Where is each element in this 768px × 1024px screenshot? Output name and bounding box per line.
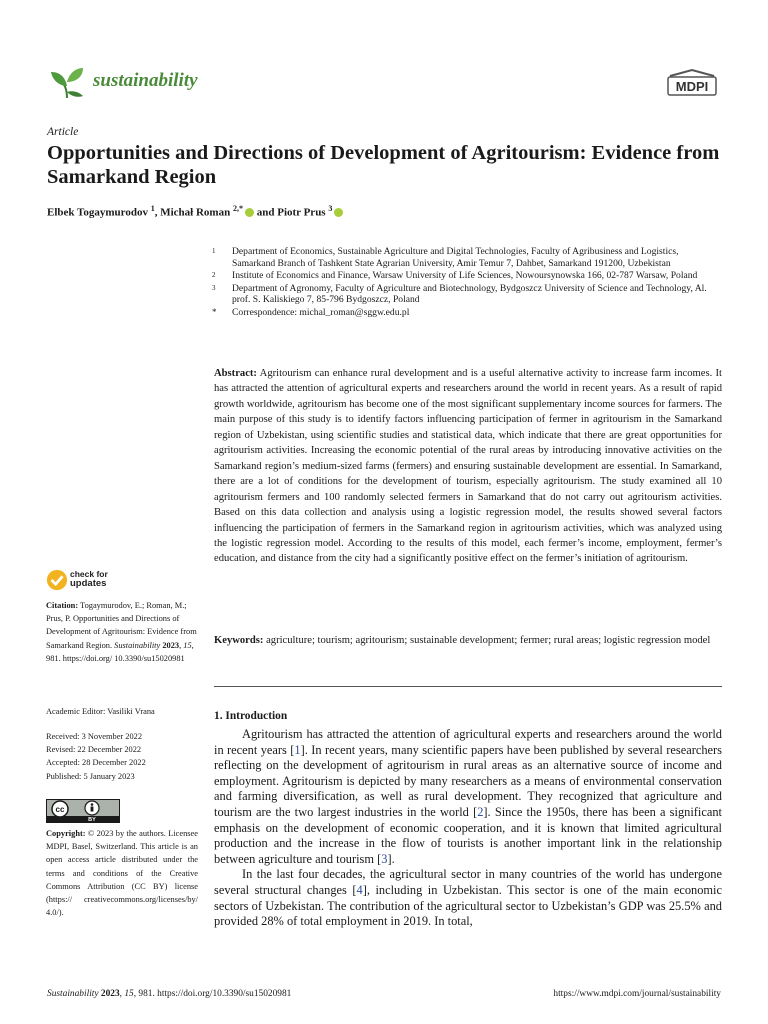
author-name: Elbek Togaymurodov: [47, 206, 148, 219]
paragraph-text: Agritourism has attracted the attention of agricultural experts and researchers around the world in recent years: [214, 727, 722, 757]
paragraph-text: [: [290, 742, 295, 757]
citation-journal: Sustainability: [114, 640, 161, 650]
affiliation-item: [212, 270, 712, 282]
citation: Citation: Togaymurodov, E.; Roman, M.; Prus, P. Opportunities and Directions of Development of Agritourism: Evidence from Samarkand Region. Sustainability 2023, 15, 981. https://doi.org/ 10.3390/su15020981: [46, 601, 197, 663]
citation-link[interactable]: 4: [356, 882, 363, 897]
author-affiliation-mark: 2,*: [232, 204, 243, 213]
affiliation-mark: *: [212, 306, 217, 317]
date-published: Published: 5 January 2023: [46, 771, 135, 781]
copyright-text: © 2023 by the authors. Licensee MDPI, Basel, Switzerland. This article is an open access article distributed under the terms and conditions of the Creative Commons Attribution (CC BY) license (https:// creativecommons.org/licenses/by/ 4.0/).: [46, 829, 198, 918]
author-affiliation-mark: 1: [150, 204, 155, 213]
paragraph-text: ], including in Uzbekistan. This sector is one of the main economic sectors of Uzbekistan. The contribution of the agricultural sector to Uzbekistan’s GDP was 25.5% and provided 28% of total employment in 2019. In total,: [214, 882, 722, 929]
citation-doi-link[interactable]: , 981. https://doi.org/ 10.3390/su15020981: [46, 640, 194, 663]
keywords-text: agriculture; tourism; agritourism; sustainable development; fermer; rural areas; logistic regression model: [263, 635, 711, 646]
citation-link[interactable]: 2: [477, 804, 484, 819]
orcid-icon[interactable]: [245, 208, 254, 217]
svg-text:cc: cc: [55, 805, 65, 814]
affiliation-mark: 2: [212, 271, 216, 280]
article-type: Article: [47, 126, 79, 138]
footer-citation: Sustainability 2023, 15, 981. https://doi.org/10.3390/su15020981: [47, 989, 292, 999]
article-title: Opportunities and Directions of Development of Agritourism: Evidence from Samarkand Region: [47, 142, 720, 188]
keywords: [214, 633, 722, 648]
journal-logo-icon: [47, 64, 87, 100]
affiliation-text: Department of Economics, Sustainable Agriculture and Digital Technologies, Faculty of Agribusiness and Logistics, Samarkand Branch of Tashkent State Agrarian University, Amir Temur 7, Dahbet, Samarkand 191200, Uzbekistan: [232, 246, 679, 269]
copyright-label: Copyright:: [46, 829, 86, 838]
check-updates-icon[interactable]: [46, 569, 68, 591]
copyright-notice: [46, 827, 198, 919]
academic-editor: Academic Editor: Vasiliki Vrana: [46, 707, 155, 716]
affiliations: [212, 246, 712, 320]
affiliation-text: Correspondence: michal_roman@sggw.edu.pl: [232, 306, 410, 318]
publication-dates: [46, 730, 198, 783]
citation-link[interactable]: 1: [294, 742, 301, 757]
footer-journal-url[interactable]: https://www.mdpi.com/journal/sustainability: [553, 989, 721, 999]
check-updates-label[interactable]: [70, 570, 108, 588]
paragraph-text: [: [352, 882, 357, 897]
journal-name[interactable]: sustainability: [93, 70, 198, 91]
affiliation-mark: 3: [212, 283, 216, 292]
cc-by-license-icon[interactable]: [46, 799, 120, 823]
citation-text: Togaymurodov, E.; Roman, M.; Prus, P. Opportunities and Directions of Development of Agritourism: Evidence from Samarkand Region.: [46, 601, 197, 650]
cc-label: BY: [88, 817, 96, 823]
footer-doi-link[interactable]: , 981. https://doi.org/10.3390/su15020981: [133, 989, 292, 999]
author-name: Michał Roman: [160, 206, 231, 219]
orcid-icon[interactable]: [334, 208, 343, 217]
paragraph-text: In the last four decades, the agricultural sector in many countries of the world has undergone several structural changes: [214, 867, 722, 897]
paragraph-text: ].: [387, 851, 395, 866]
publisher-name: MDPI: [675, 79, 709, 94]
date-received: Received: 3 November 2022: [46, 732, 143, 741]
paragraph-text: ]. Since the 1950s, there has been a significant emphasis on the development of economic cooperation, and it is known that limited agricultural production and the increase in the flow of tourists is another important link in the relationship between agriculture and tourism: [214, 804, 722, 866]
affiliation-mark: 1: [212, 247, 216, 255]
affiliation-item: [212, 246, 712, 269]
mdpi-logo-icon[interactable]: [664, 68, 720, 100]
date-accepted: Accepted: 28 December 2022: [46, 758, 146, 768]
divider: [214, 686, 722, 687]
paragraph: [214, 867, 722, 929]
citation-volume: 15: [183, 640, 192, 650]
date-revised: Revised: 22 December 2022: [46, 745, 142, 755]
footer-journal: Sustainability: [47, 989, 99, 999]
footer-volume: 15: [124, 989, 134, 999]
citation-year: 2023: [162, 640, 180, 650]
abstract: [214, 366, 722, 567]
paragraph-text: ]. In recent years, many scientific papers have been published by several researchers reflecting on the development of agritourism in rural areas as an alternative source of income and employment. Agritourism is depicted by many researchers as a means of environmental conservation and farming diversification, as well as rural development. They recognized that agriculture and tourism are the two largest industries in the world: [214, 742, 723, 819]
affiliation-text: Department of Agronomy, Faculty of Agriculture and Biotechnology, Bydgoszcz University of Science and Technology, Al. prof. S. Kaliskiego 7, 85-796 Bydgoszcz, Poland: [232, 282, 707, 306]
author-list: Elbek Togaymurodov $^1$, Michał Roman $^{2,*}$ and Piotr Prus $^3$: [47, 204, 343, 219]
introduction-body: [214, 727, 722, 930]
check-updates-line2: updates: [70, 578, 107, 589]
abstract-label: Abstract:: [214, 368, 257, 379]
affiliation-item: [212, 283, 712, 306]
citation-label: Citation:: [46, 601, 79, 610]
keywords-label: Keywords:: [214, 635, 264, 646]
section-heading: 1. Introduction: [214, 710, 288, 722]
affiliation-item: [212, 307, 712, 319]
footer-year: 2023: [100, 989, 120, 999]
paragraph-text: [: [473, 804, 478, 819]
paragraph: [214, 727, 722, 867]
abstract-text: Agritourism can enhance rural development and is a useful alternative activity to increase farm incomes. It has attracted the attention of agricultural experts and researchers around the world in recent years. As a result of rapid growth worldwide, agritourism has become one of the most significant supplementary income sources for farmers. The main purpose of this study is to identify factors influencing participation of fermer in agritourism in the Samarkand region of Uzbekistan, using scientific studies and statistical data, which indicate that there are great opportunities for agritourism activities. Increasing the economic potential of the rural areas by introducing innovative activities on the Samarkand region’s medium-sized farms (fermers) and ensuring sustainable development are essential. In Samarkand, there are a lot of conditions for the development of tourism, especially agritourism. The study examined all 10 agritourism fermers and 100 randomly selected fermers in Samarkand that do not carry out agritourism activities. Based on this data collection and analysis using a logistic regression model, the results showed several factors influencing the participation of fermers in the Samarkand region in agritourism activities, which was analyzed using the logistic regression model. According to the results of this model, each fermer’s income, employment, fermer’s education, and distance from the city had a significantly positive effect on the fermer’s initiation of agritourism.: [214, 368, 722, 565]
citation-link[interactable]: 3: [381, 851, 388, 866]
author-affiliation-mark: 3: [328, 204, 333, 213]
check-updates-line1: check for: [70, 569, 108, 579]
paragraph-text: [: [377, 851, 382, 866]
affiliation-text: Institute of Economics and Finance, Warsaw University of Life Sciences, Nowoursynowska 166, 02-787 Warsaw, Poland: [232, 270, 698, 282]
author-name: Piotr Prus: [277, 206, 326, 219]
